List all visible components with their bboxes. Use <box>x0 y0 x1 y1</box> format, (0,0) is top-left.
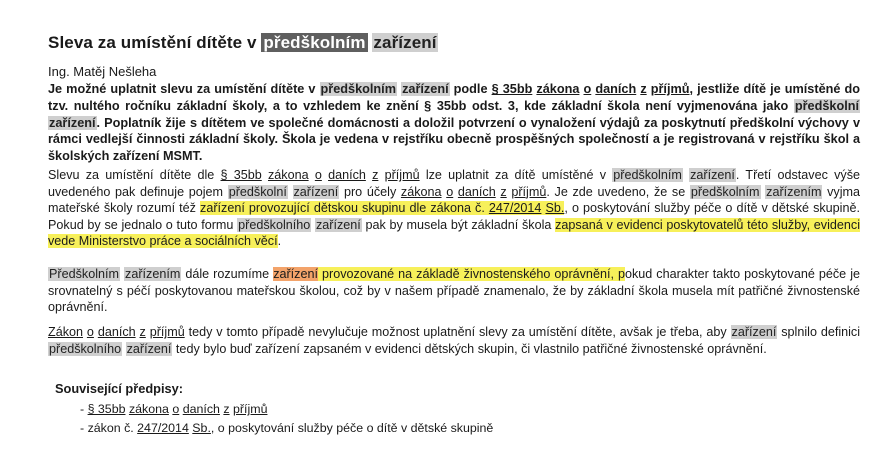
related-regulations-heading: Související předpisy: <box>55 381 184 396</box>
highlight-term: předškolní <box>794 98 859 113</box>
law-link[interactable]: daních <box>595 82 637 96</box>
law-link[interactable]: o <box>583 82 592 96</box>
highlight-term: předškolním <box>320 82 396 96</box>
highlight-term: zařízení <box>402 82 449 96</box>
highlight-term: zařízení <box>49 115 96 130</box>
law-link[interactable]: příjmů <box>233 402 268 416</box>
title-text: Sleva za umístění dítěte v <box>48 33 257 52</box>
highlight-term: předškolním <box>690 184 760 199</box>
highlight-term: zařízení <box>315 217 361 232</box>
title-highlight-term: zařízení <box>373 33 437 52</box>
law-link[interactable]: 247/2014 <box>137 421 189 435</box>
highlight-term: předškolního <box>49 341 122 356</box>
law-link[interactable]: daních <box>182 402 220 416</box>
law-link[interactable]: z <box>500 184 507 199</box>
highlight-term: zařízením <box>125 267 181 281</box>
highlight-term: předškolní <box>228 184 287 199</box>
law-link[interactable]: z <box>223 402 230 416</box>
law-link[interactable]: daních <box>328 168 366 182</box>
highlight-term: zařízení <box>731 325 777 339</box>
law-link[interactable]: příjmů <box>650 82 690 96</box>
highlight-term: zařízením <box>766 184 822 199</box>
law-link[interactable]: Sb. <box>545 201 565 216</box>
law-link[interactable]: § 35bb <box>491 82 533 96</box>
paragraph-3: Zákon o daních z příjmů tedy v tomto případě nevylučuje možnost uplatnění slevy za umístění dítěte, avšak je třeba, aby zařízení splnilo definici předškolního zařízení tedy bylo buď zařízení zapsaném v evidenci dětských skupin, či vlastnilo patřičné živnostenské oprávnění. <box>48 325 861 356</box>
highlight-term: předškolním <box>613 168 682 182</box>
yellow-highlight: provozované na základě živnostenského oprávnění, p <box>318 267 625 281</box>
law-link[interactable]: o <box>446 184 454 199</box>
paragraph-2: Předškolním zařízením dále rozumíme zařízení provozované na základě živnostenského oprávnění, pokud charakter takto poskytované péče je srovnatelný s péčí poskytovanou mateřskou školou, což by v našem případě znamenalo, že by základní škola musela mít patřičné živnostenské oprávnění. <box>48 267 860 315</box>
law-link[interactable]: zákona <box>400 184 442 199</box>
highlight-term: předškolního <box>238 217 311 232</box>
law-link[interactable]: daních <box>457 184 496 199</box>
law-link[interactable]: § 35bb <box>220 168 262 182</box>
law-link[interactable]: daních <box>97 325 136 339</box>
law-link[interactable]: z <box>372 168 379 182</box>
law-link[interactable]: Sb. <box>192 421 211 435</box>
highlight-term: Předškolním <box>49 267 119 281</box>
title-highlight-term: předškolním <box>263 33 366 52</box>
orange-highlight: zařízení <box>273 267 318 281</box>
law-link[interactable]: příjmů <box>384 168 420 182</box>
law-link[interactable]: o <box>172 402 180 416</box>
yellow-highlight: zapsaná v evidenci poskytovatelů této služby, evidenci vede Ministerstvo práce a sociálních věcí <box>48 217 861 249</box>
list-item: - zákon č. 247/2014 Sb., o poskytování služby péče o dítě v dětské skupině <box>80 421 494 435</box>
law-link[interactable]: 247/2014 <box>488 201 542 216</box>
law-link[interactable]: zákona <box>267 168 309 182</box>
law-link[interactable]: příjmů <box>511 184 547 199</box>
highlight-term: zařízení <box>126 341 172 356</box>
law-link[interactable]: o <box>314 168 322 182</box>
article-title <box>48 33 438 53</box>
author-name: Ing. Matěj Nešleha <box>48 64 157 79</box>
highlight-term: zařízení <box>293 184 339 199</box>
paragraph-1: Slevu za umístění dítěte dle § 35bb zákona o daních z příjmů lze uplatnit za dítě umístěné v předškolním zařízení. Třetí odstavec výše uvedeného pak definuje pojem předškolní zařízení pro účely zákona o daních z příjmů. Je zde uvedeno, že se předškolním zařízením vyjma mateřské školy rozumí též zařízení provozující dětskou skupinu dle zákona č. 247/2014 Sb., o poskytování služby péče o dítě v dětské skupině. Pokud by se jednalo o tuto formu předškolního zařízení pak by musela být základní škola zapsaná v evidenci poskytovatelů této služby, evidenci vede Ministerstvo práce a sociálních věcí. <box>48 168 861 249</box>
lead-question: Je možné uplatnit slevu za umístění dítěte v předškolním zařízení podle § 35bb zákona o daních z příjmů, jestliže dítě je umístěné do tzv. nultého ročníku základní školy, a to vzhledem ke znění § 35bb odst. 3, kde základní škola není vyjmenována jako předškolní zařízení. Poplatník žije s dítětem ve společné domácnosti a doložil potvrzení o vynaložení výdajů za poskytnutí předškolní výchovy v rámci vedlejší činnosti základní školy. Škola je vedena v rejstříku obecně prospěšných společností a je registrovaná v rejstříku škol a školských zařízení MSMT. <box>48 82 861 164</box>
list-item: - § 35bb zákona o daních z příjmů <box>80 402 268 416</box>
highlight-term: zařízení <box>690 168 735 182</box>
law-link[interactable]: příjmů <box>149 325 185 339</box>
yellow-highlight: zařízení provozující dětskou skupinu dle zákona č. 247/2014 Sb. <box>200 201 565 216</box>
law-link[interactable]: z <box>139 325 146 339</box>
law-link[interactable]: zákona <box>536 82 580 96</box>
related-regulations-list <box>80 400 493 438</box>
law-link[interactable]: zákona <box>128 402 169 416</box>
law-link[interactable]: Zákon <box>48 325 84 339</box>
law-link[interactable]: z <box>640 82 647 96</box>
law-link[interactable]: § 35bb <box>87 402 126 416</box>
law-link[interactable]: o <box>86 325 94 339</box>
